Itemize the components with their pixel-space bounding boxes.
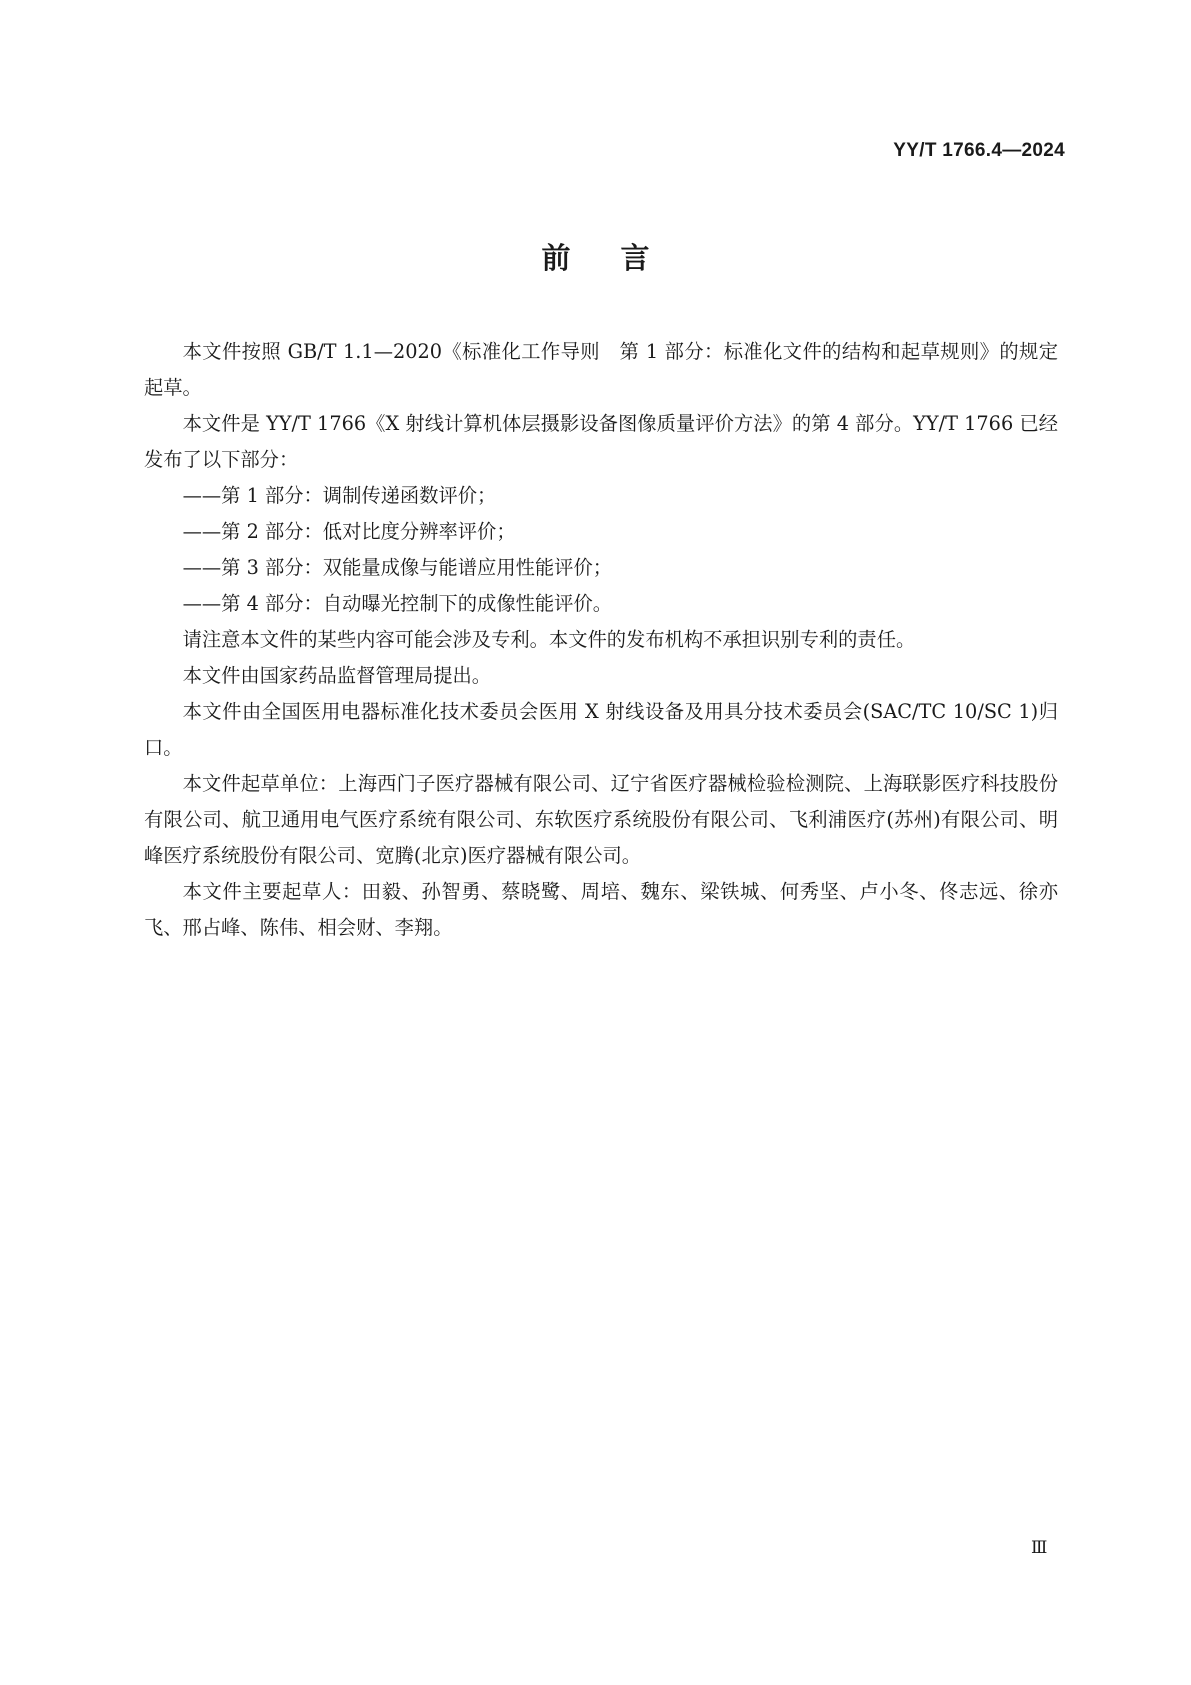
paragraph-drafters: 本文件主要起草人：田毅、孙智勇、蔡晓鹭、周培、魏东、梁铁城、何秀坚、卢小冬、佟志远、徐亦飞、邢占峰、陈伟、相会财、李翔。 [144, 880, 1058, 939]
paragraph-drafting-rules: 本文件按照 GB/T 1.1—2020《标准化工作导则 第 1 部分：标准化文件的结构和起草规则》的规定起草。 [144, 340, 1058, 399]
paragraph-series-intro: 本文件是 YY/T 1766《X 射线计算机体层摄影设备图像质量评价方法》的第 4 部分。YY/T 1766 已经发布了以下部分： [144, 412, 1058, 471]
paragraph-committee: 本文件由全国医用电器标准化技术委员会医用 X 射线设备及用具分技术委员会(SAC/TC 10/SC 1)归口。 [144, 700, 1058, 759]
list-item-part-1: ——第 1 部分：调制传递函数评价； [182, 484, 497, 507]
list-item-part-4: ——第 4 部分：自动曝光控制下的成像性能评价。 [182, 592, 613, 615]
page-title: 前言 [541, 241, 700, 275]
paragraph-proposer: 本文件由国家药品监督管理局提出。 [182, 664, 492, 687]
paragraph-patent-notice: 请注意本文件的某些内容可能会涉及专利。本文件的发布机构不承担识别专利的责任。 [182, 628, 916, 651]
paragraph-drafting-units: 本文件起草单位：上海西门子医疗器械有限公司、辽宁省医疗器械检验检测院、上海联影医疗科技股份有限公司、航卫通用电气医疗系统有限公司、东软医疗系统股份有限公司、飞利浦医疗(苏州)有限公司、明峰医疗系统股份有限公司、宽腾(北京)医疗器械有限公司。 [144, 772, 1058, 867]
foreword-body [144, 334, 1058, 946]
document-code: YY/T 1766.4—2024 [893, 140, 1065, 161]
list-item-part-2: ——第 2 部分：低对比度分辨率评价； [182, 520, 516, 543]
list-item-part-3: ——第 3 部分：双能量成像与能谱应用性能评价； [182, 556, 613, 579]
page-number: Ⅲ [1031, 1538, 1048, 1558]
